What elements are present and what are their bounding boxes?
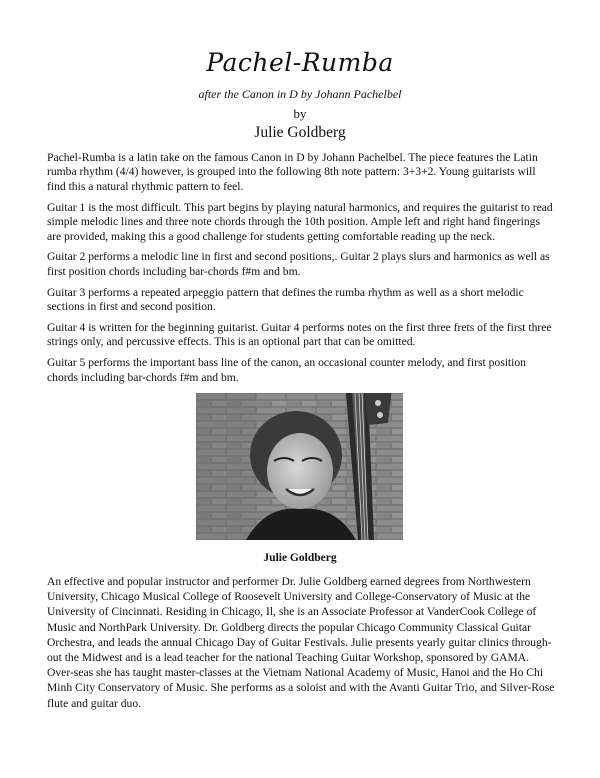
guitar-1-paragraph: Guitar 1 is the most difficult. This part begins by playing natural harmonics, and requires the guitarist to read simple melodic lines and three note chords through the 10th position. Ample left and right hand fingerings are provided, making this a good challenge for students getting comfortable reading up the neck.: [47, 200, 553, 243]
guitar-2-paragraph: Guitar 2 performs a melodic line in first and second positions,. Guitar 2 plays slurs and harmonics as well as first position chords including bar-chords f#m and bm.: [47, 250, 550, 278]
description-section: [47, 151, 555, 392]
author-name: Julie Goldberg: [254, 124, 346, 141]
author-bio: An effective and popular instructor and performer Dr. Julie Goldberg earned degrees from Northwestern University, Chicago Musical College of Roosevelt University and College-Conservatory of Music at the University of Cincinnati. Residing in Chicago, Il, she is an Associate Professor at VanderCook College of Music and NorthPark University. Dr. Goldberg directs the popular Chicago Community Classical Guitar Orchestra, and leads the annual Chicago Day of Guitar Festivals. Julie presents yearly guitar clinics through-out the Midwest and is a lead teacher for the national Teaching Guitar Workshop, sponsored by GAMA. Over-seas she has taught master-classes at the Vietnam National Academy of Music, Hanoi and the Ho Chi Minh City Conservatory of Music. She performs as a soloist and with the Avanti Guitar Trio, and Silver-Rose flute and guitar duo.: [47, 575, 555, 710]
intro-paragraph: Pachel-Rumba is a latin take on the famous Canon in D by Johann Pachelbel. The piece features the Latin rumba rhythm (4/4) however, is grouped into the following 8th note pattern: 3+3+2. Young guitarists will find this a natural rhythmic pattern to feel.: [47, 151, 538, 193]
guitar-5-paragraph: Guitar 5 performs the important bass line of the canon, an occasional counter melody, and first position chords including bar-chords f#m and bm.: [47, 356, 526, 384]
author-photo-image: [196, 393, 403, 540]
page-title: Pachel-Rumba: [206, 48, 394, 77]
guitar-3-paragraph: Guitar 3 performs a repeated arpeggio pattern that defines the rumba rhythm as well as a short melodic sections in first and second position.: [47, 285, 524, 314]
by-line: by: [293, 106, 307, 121]
subtitle: after the Canon in D by Johann Pachelbel: [198, 87, 402, 101]
photo-caption: Julie Goldberg: [263, 552, 337, 564]
author-photo: [196, 393, 403, 540]
guitar-4-paragraph: Guitar 4 is written for the beginning guitarist. Guitar 4 performs notes on the first three frets of the first three strings only, and percussive effects. This is an optional part that can be omitted.: [47, 321, 552, 349]
